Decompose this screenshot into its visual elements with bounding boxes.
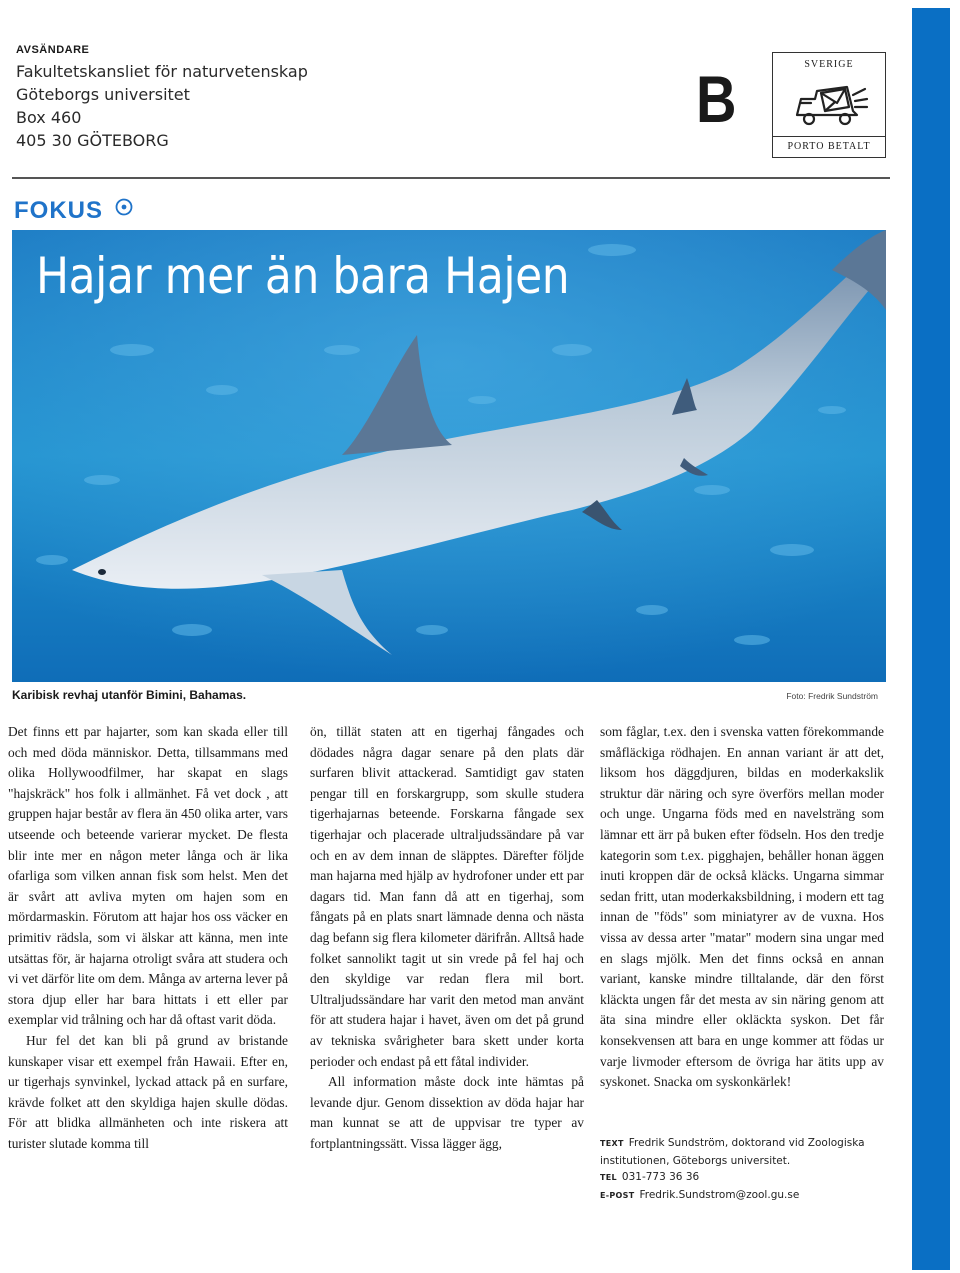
section-label-text: FOKUS [14, 197, 103, 224]
paragraph: som fåglar, t.ex. den i svenska vatten förekommande småfläckiga rödhajen. En annan variant är att det, liksom hos däggdjuren, bildas en moderkakslik struktur där näring och syre överförs mellan moder och unge. Ungarna föds med en navelsträng som lämnar ett ärr på buken efter födseln. Hos den tredje kategorin som t.ex. pigghajen, behåller honan äggen inuti kroppen där de också kläcks. Ungarna simmar sedan fritt, utan moderkaksbildning, i modern ett tag innan de "föds" som miniatyrer av de vuxna. Hos vissa av dessa arter "matar" modern sina ungar med en slags mjölk. Men det finns också en annan variant, kanske mindre tilltalande, där den först kläckta ungen får det mesta av sin näring genom att äta sina mindre eller okläckta syskon. Det får konsekvensen att bara en unge kommer att födas ur varje livmoder eftersom de övriga har ätits upp av syskonet. Snacka om syskonkärlek! [600, 724, 884, 1090]
article-headline: Hajar mer än bara Hajen [36, 247, 570, 305]
sender-line: 405 30 GÖTEBORG [16, 131, 169, 150]
paragraph: Hur fel det kan bli på grund av bristande kunskaper visar ett exempel från Hawaii. Efter en, ur tigerhajs synvinkel, lyckad attack på en surfare, krävde folket att den skyldiga hajen skulle dödas. För att blidka allmänheten och inte riskera att turister slutade komma till [8, 1032, 288, 1151]
side-color-bar [912, 8, 950, 1270]
byline-tel-key: TEL [600, 1173, 617, 1182]
paragraph: ön, tillät staten att en tigerhaj fångades och dödades några dagar senare på den plats där surfaren blivit attackerad. Samtidigt gav staten pengar till en forskargrupp, som skulle studera tigerhajarnas beteende. Forskarna fångade sex tigerhajar och placerade ultraljudssändare på var och en av dem innan de släpptes. Därefter följde man hajarna med hjälp av hydrofoner under ett par dagars tid. Man fann då att en tigerhaj, som fångats på en plats snart lämnade denna och nästa dag befann sig flera kilometer därifrån. Alltså hade folket sannolikt tagit ut sin vrede på fel haj och den skyldige var redan flera mil bort. Ultraljudssändare har varit den metod man använt för att studera hajar i havet, även om det på grund av tekniska svårigheter bara skett under korta perioder och endast på ett fåtal individer. [310, 724, 584, 1069]
article-column-3 [600, 722, 884, 1093]
header-divider [12, 177, 890, 179]
byline-author-text: Fredrik Sundström, doktorand vid Zoologiska institutionen, Göteborgs universitet. [600, 1137, 865, 1167]
photo-credit: Foto: Fredrik Sundström [786, 691, 878, 701]
byline-email-address[interactable]: Fredrik.Sundstrom@zool.gu.se [639, 1188, 800, 1201]
photo-caption: Karibisk revhaj utanför Bimini, Bahamas. [12, 688, 247, 702]
postage-stamp [772, 52, 886, 158]
byline-phone [600, 1169, 892, 1187]
byline-email[interactable] [600, 1187, 892, 1205]
article-column-2 [310, 722, 584, 1154]
stamp-country: SVERIGE [804, 59, 854, 70]
paragraph: Det finns ett par hajarter, som kan skada eller till och med döda människor. Detta, tillsammans med olika Hollywoodfilmer, har skapat en slags "hajskräck" hos folk i allmänhet. Få vet dock , att gruppen hajar består av flera än 450 olika arter, vars utseende och beteende varierar mycket. De flesta blir inte mer en någon meter långa och är lika ofarliga som vilken annan fisk som helst. Men det är svårt att avliva myten om hajen som en mördarmaskin. Förutom att hajar hos oss väcker en primitiv rädsla, som vi älskar att känna, men inte utsättas för, är hajarna otroligt svåra att studera och vi vet därför lite om dem. Många av arterna lever på stora djup eller har bara hittats i ett eller par exemplar vid trålning och har då oftast varit döda. [8, 724, 288, 1028]
article-column-1 [8, 722, 288, 1154]
byline-email-key: E-POST [600, 1190, 635, 1200]
sender-address [16, 60, 308, 152]
section-label [14, 195, 133, 225]
postage-class-letter: B [696, 62, 737, 136]
mail-truck-icon [787, 77, 873, 134]
sender-line: Box 460 [16, 108, 82, 127]
target-circle-icon [115, 195, 133, 223]
byline-phone-number: 031-773 36 36 [621, 1171, 700, 1183]
paragraph: All information måste dock inte hämtas på levande djur. Genom dissektion av döda hajar har man kunnat se att de uppvisar tre typer av fortplantningssätt. Vissa lägger ägg, [310, 1074, 584, 1151]
byline [600, 1135, 892, 1204]
byline-author [600, 1135, 892, 1169]
sender-label: AVSÄNDARE [16, 44, 90, 56]
stamp-porto-betalt: PORTO BETALT [773, 136, 885, 157]
sender-line: Fakultetskansliet för naturvetenskap [16, 62, 308, 81]
sender-line: Göteborgs universitet [16, 85, 190, 104]
byline-text-key: TEXT [600, 1139, 624, 1148]
